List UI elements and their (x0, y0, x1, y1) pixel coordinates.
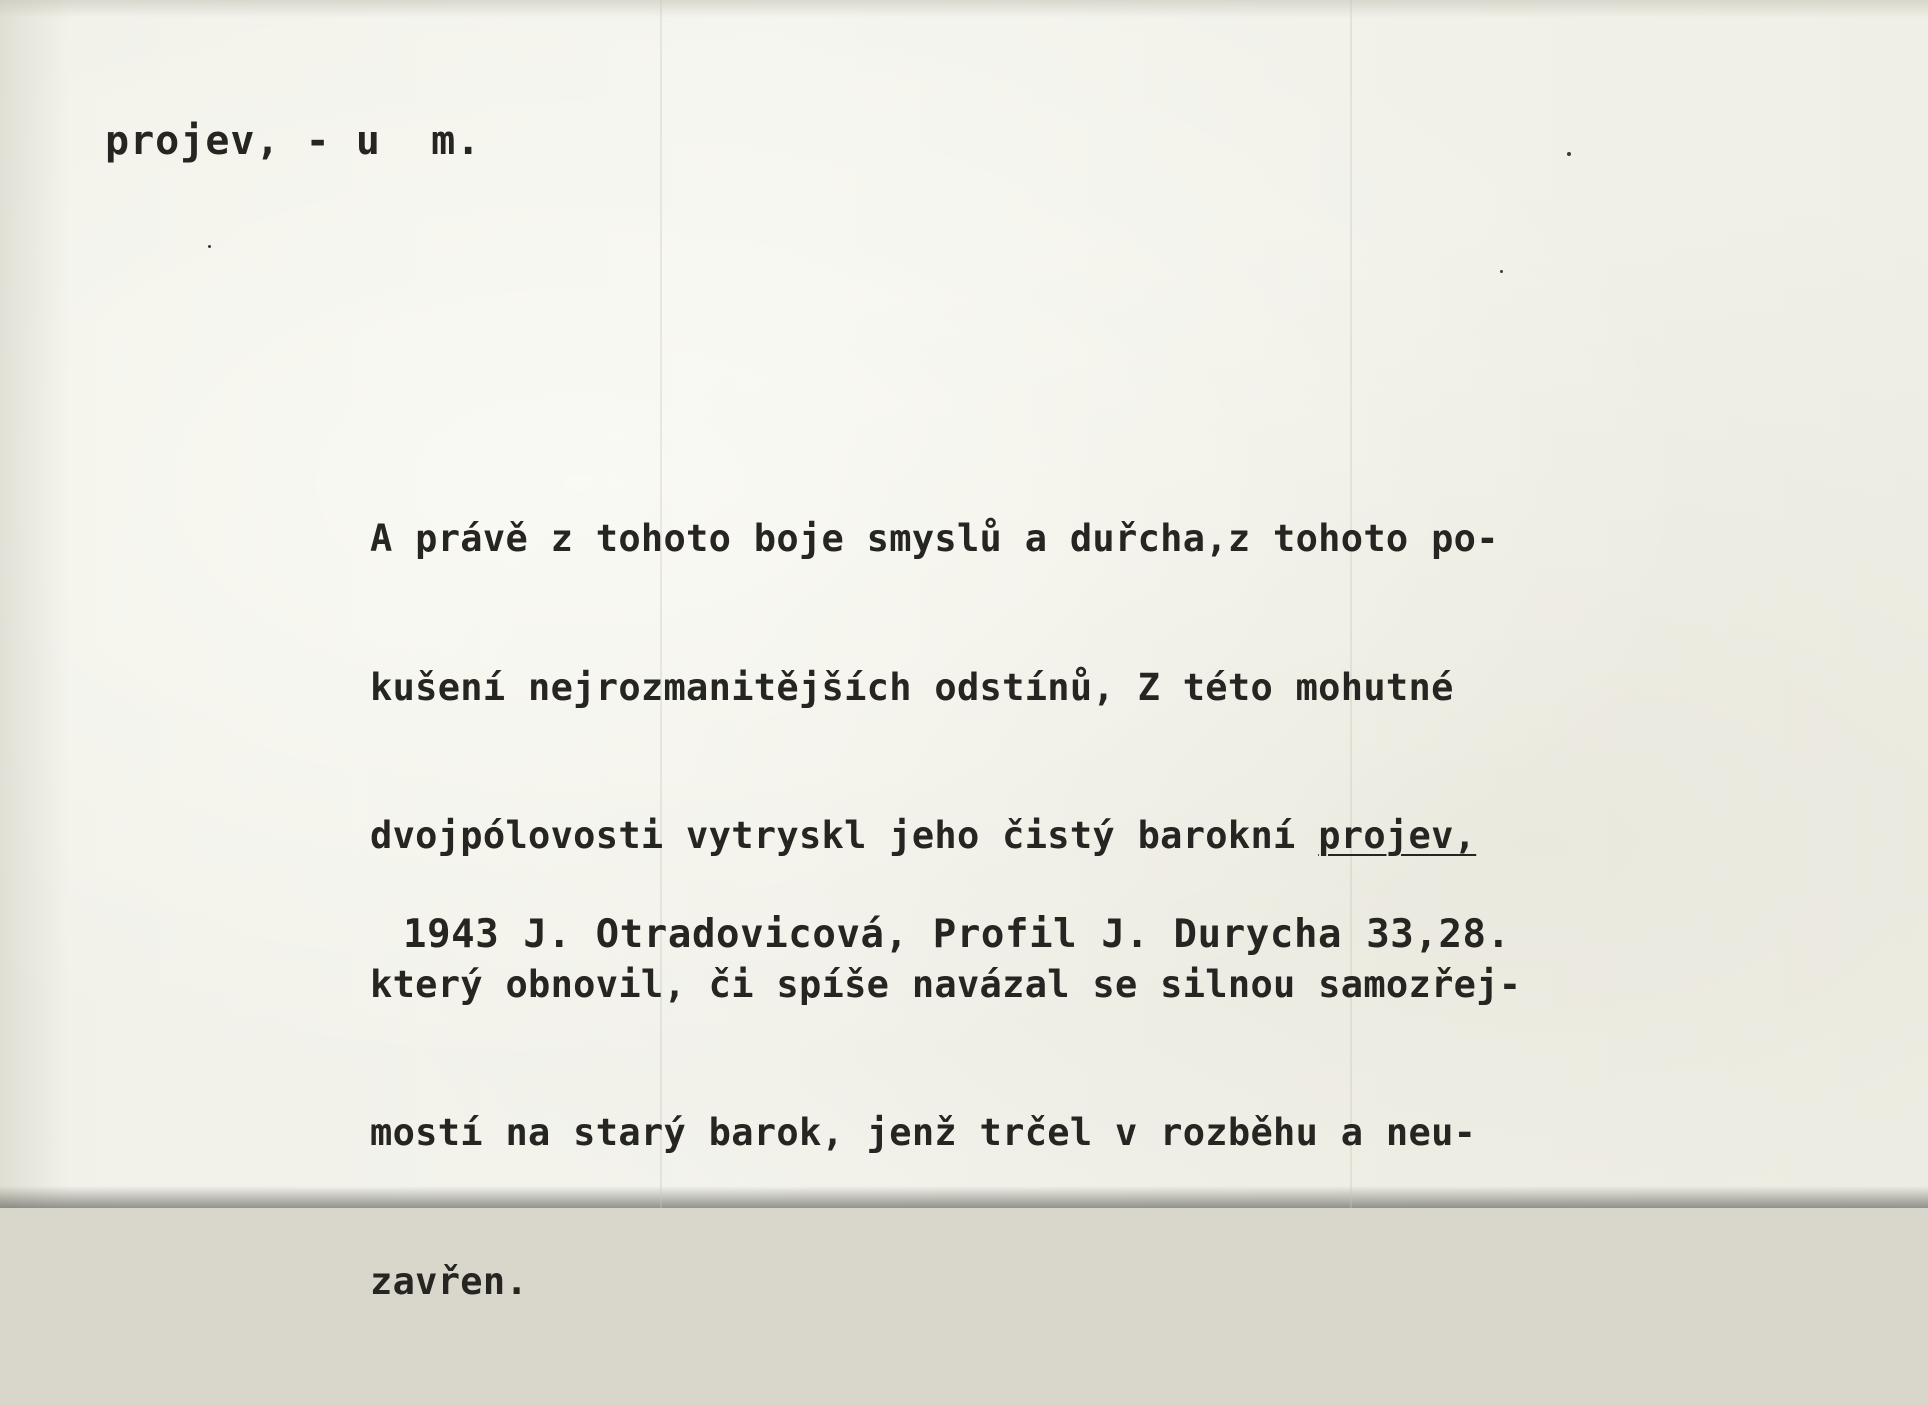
quotation-paragraph (370, 415, 1890, 1405)
quotation-text: kušení nejrozmanitějších odstínů, Z této mohutné (370, 665, 1454, 709)
quotation-line (370, 811, 1890, 861)
quotation-text: který obnovil, či spíše navázal se silnou samozřej- (370, 962, 1522, 1006)
quotation-line (370, 960, 1890, 1010)
quotation-line (370, 1108, 1890, 1158)
quotation-text: mostí na starý barok, jenž trčel v rozběhu a neu- (370, 1111, 1477, 1154)
underlined-headword-occurrence: projev, (1318, 814, 1477, 857)
quotation-text: A právě z tohoto boje smyslů a duřcha,z tohoto po- (370, 517, 1499, 560)
quotation-text: dvojpólovosti vytryskl jeho čistý barokní (370, 814, 1319, 857)
quotation-text: zavřen. (370, 1259, 529, 1303)
quotation-line (370, 663, 1890, 713)
source-citation: 1943 J. Otradovicová, Profil J. Durycha 33,28. (403, 912, 1511, 957)
card-top-shadow (0, 0, 1928, 18)
quotation-line (370, 514, 1890, 564)
card-left-shadow (0, 0, 70, 1208)
ink-speck (208, 245, 211, 248)
quotation-line (370, 1257, 1890, 1307)
ink-speck (1567, 152, 1571, 156)
ink-speck (1500, 270, 1503, 273)
headword-entry: projev, - u m. (105, 118, 482, 164)
